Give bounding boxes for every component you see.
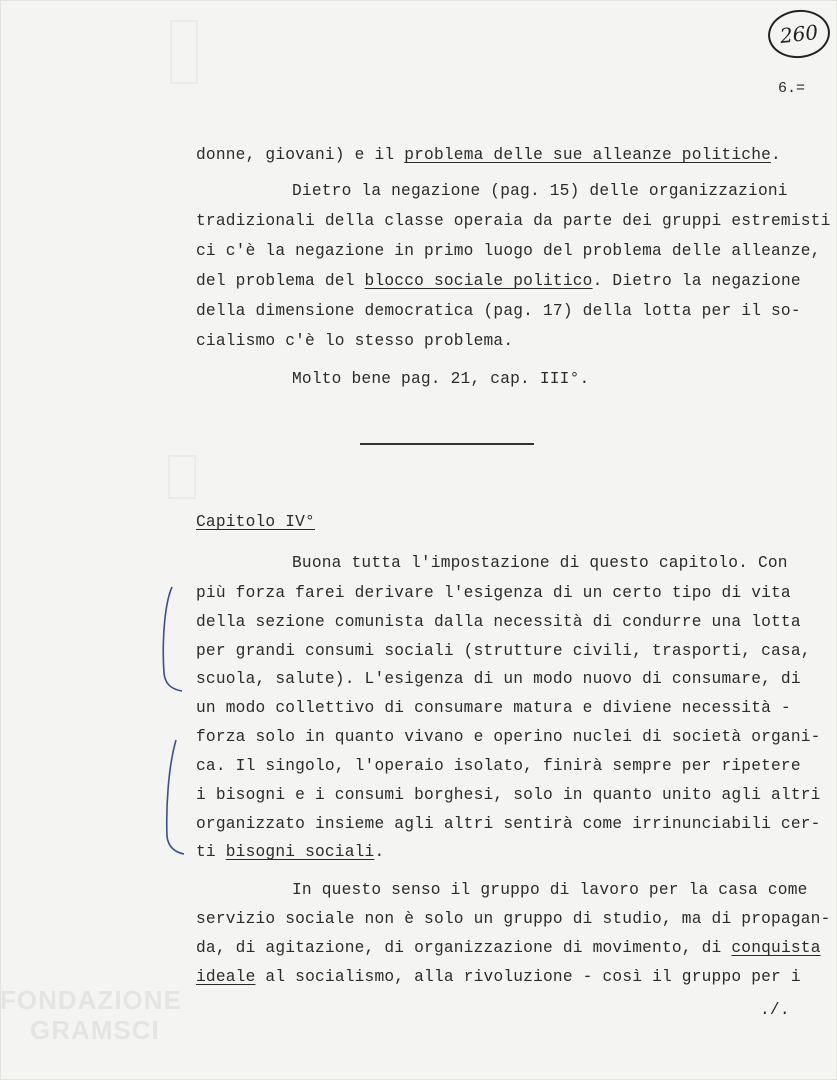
text-line: In questo senso il gruppo di lavoro per la casa come	[292, 881, 808, 899]
text-line: più forza farei derivare l'esigenza di un certo tipo di vita	[196, 584, 791, 602]
bleed-through-mark	[170, 20, 198, 84]
text-line: organizzato insieme agli altri sentirà come irrinunciabili cer-	[196, 815, 821, 833]
text-line: Dietro la negazione (pag. 15) delle organizzazioni	[292, 182, 788, 200]
underlined-phrase: ideale	[196, 968, 256, 986]
text-line: del problema del blocco sociale politico. Dietro la negazione	[196, 272, 801, 290]
margin-note: Molto bene pag. 21, cap. III°.	[292, 370, 590, 388]
text-line: scuola, salute). L'esigenza di un modo nuovo di consumare, di	[196, 670, 801, 688]
section-divider	[360, 443, 534, 445]
text-line: Buona tutta l'impostazione di questo capitolo. Con	[292, 554, 788, 572]
text-line: ca. Il singolo, l'operaio isolato, finirà sempre per ripetere	[196, 757, 801, 775]
text-line: servizio sociale non è solo un gruppo di studio, ma di propagan-	[196, 910, 831, 928]
text-line: ti bisogni sociali.	[196, 843, 385, 861]
text-line: ideale al socialismo, alla rivoluzione - così il gruppo per i	[196, 968, 801, 986]
text-line: forza solo in quanto vivano e operino nuclei di società organi-	[196, 728, 821, 746]
chapter-heading: Capitolo IV°	[196, 513, 315, 531]
text-line: donne, giovani) e il problema delle sue alleanze politiche.	[196, 146, 781, 164]
underlined-phrase: bisogni sociali	[225, 843, 375, 861]
margin-bracket-icon	[158, 585, 188, 695]
margin-bracket-icon	[160, 738, 190, 858]
continuation-mark: ./.	[760, 1001, 790, 1019]
text-line: della sezione comunista dalla necessità di condurre una lotta	[196, 613, 801, 631]
text-line: della dimensione democratica (pag. 17) della lotta per il so-	[196, 302, 801, 320]
text-line: tradizionali della classe operaia da parte dei gruppi estremisti	[196, 212, 831, 230]
underlined-phrase: conquista	[731, 939, 821, 957]
text-line: cialismo c'è lo stesso problema.	[196, 332, 514, 350]
page-number: 6.=	[778, 80, 806, 97]
text-line: i bisogni e i consumi borghesi, solo in quanto unito agli altri	[196, 786, 821, 804]
text-line: per grandi consumi sociali (strutture civili, trasporti, casa,	[196, 642, 811, 660]
bleed-through-mark	[168, 455, 196, 499]
watermark-logo: FONDAZIONE	[0, 985, 182, 1015]
text-line: ci c'è la negazione in primo luogo del problema delle alleanze,	[196, 242, 821, 260]
text-line: da, di agitazione, di organizzazione di movimento, di conquista	[196, 939, 821, 957]
watermark-logo: GRAMSCI	[30, 1015, 160, 1045]
underlined-phrase: problema delle sue alleanze politiche	[404, 146, 772, 164]
archive-number-stamp: 260	[766, 7, 833, 61]
text-line: un modo collettivo di consumare matura e diviene necessità -	[196, 699, 791, 717]
underlined-phrase: blocco sociale politico	[364, 272, 593, 290]
